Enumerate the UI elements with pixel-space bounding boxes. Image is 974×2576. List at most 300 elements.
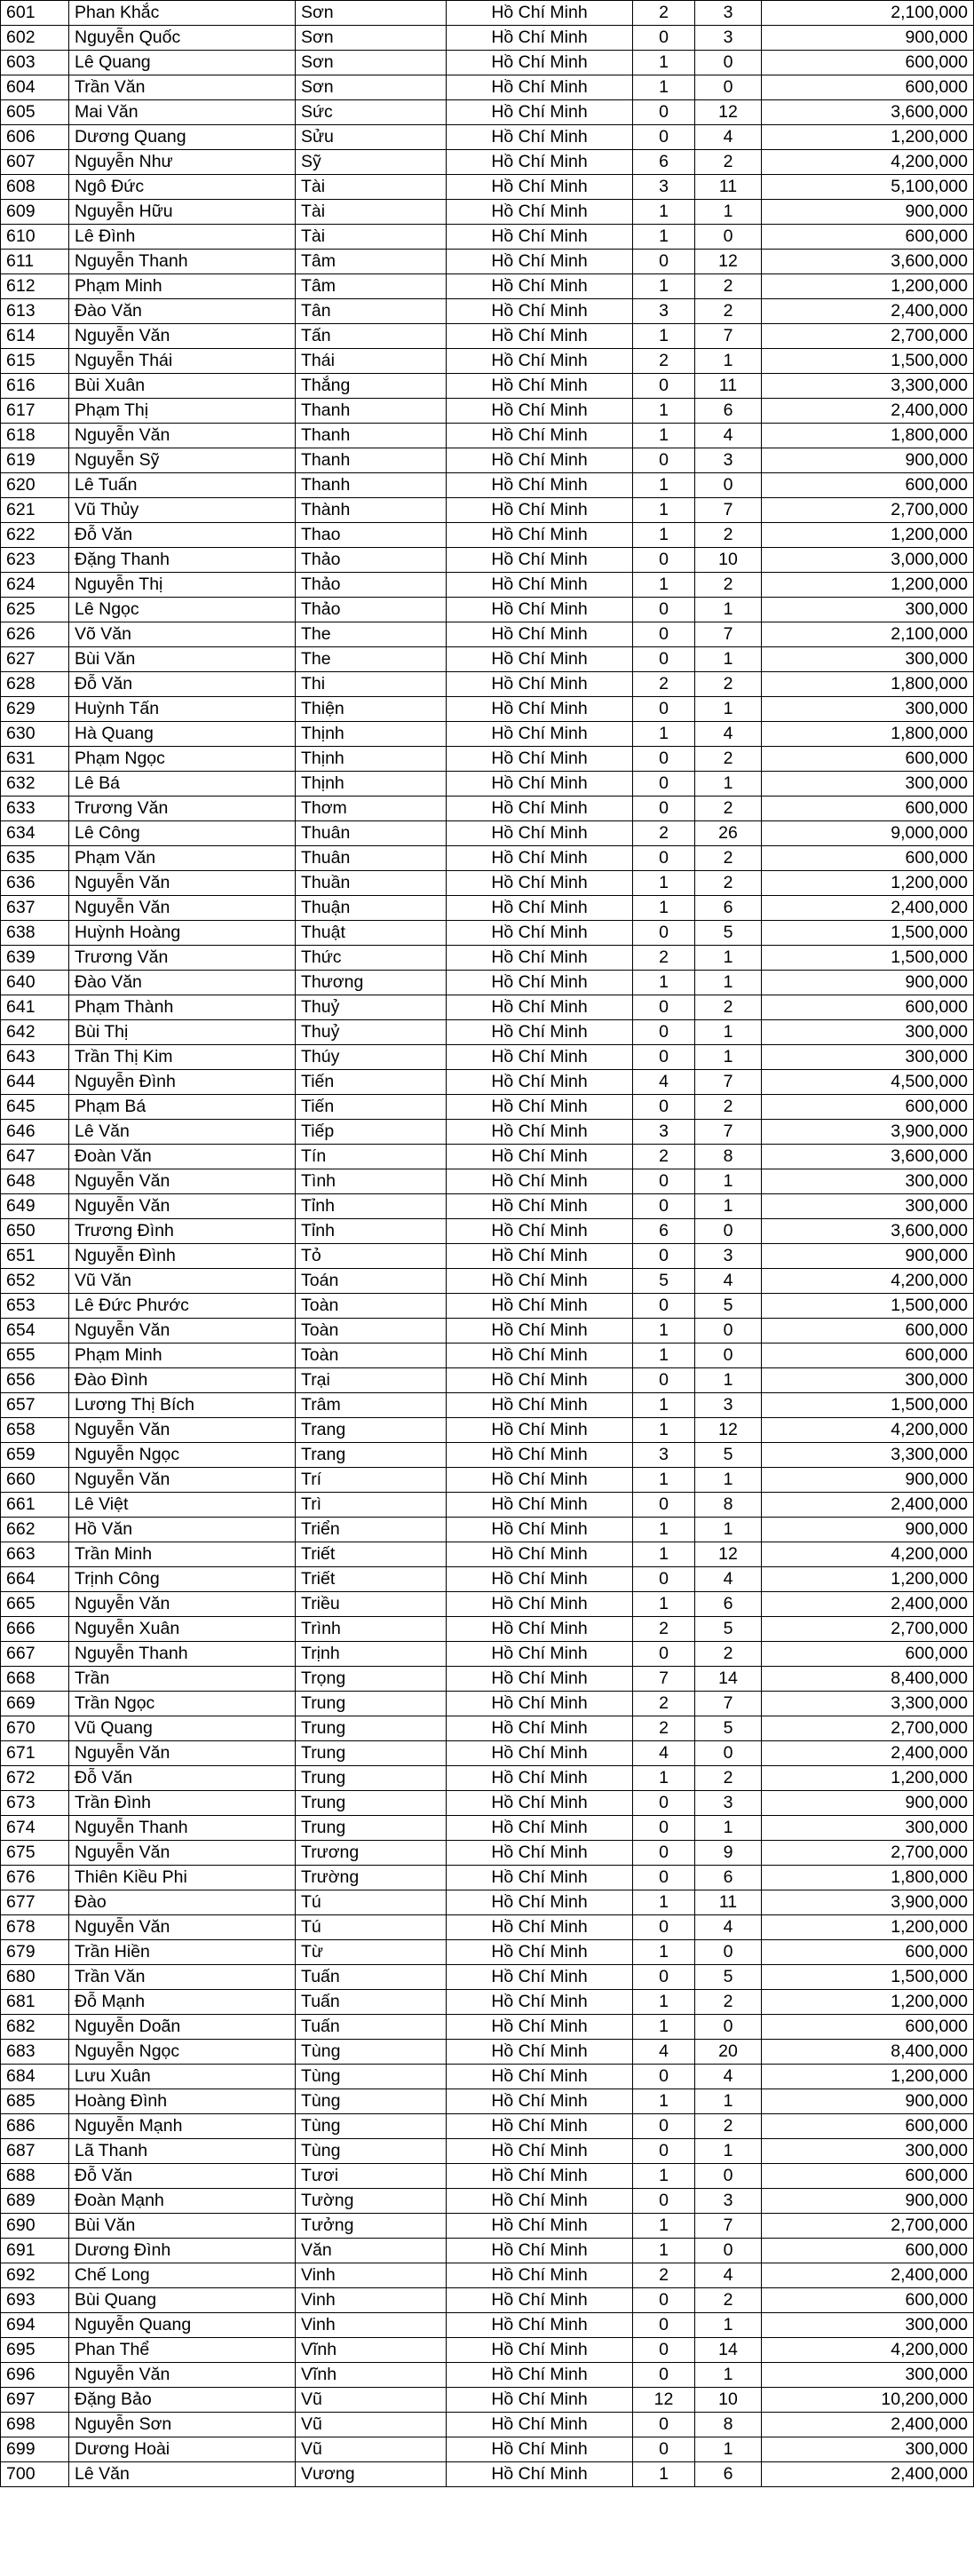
given-name-cell[interactable]: Tiến <box>296 1095 447 1120</box>
amount-cell[interactable]: 900,000 <box>762 1791 974 1816</box>
surname-cell[interactable]: Bùi Xuân <box>69 374 296 399</box>
surname-cell[interactable]: Trần <box>69 1667 296 1692</box>
given-name-cell[interactable]: Thanh <box>296 424 447 448</box>
row-number-cell[interactable]: 629 <box>1 697 69 722</box>
row-number-cell[interactable]: 632 <box>1 772 69 797</box>
surname-cell[interactable]: Nguyễn Văn <box>69 1915 296 1940</box>
city-cell[interactable]: Hồ Chí Minh <box>447 1294 633 1319</box>
count-a-cell[interactable]: 1 <box>633 51 695 75</box>
city-cell[interactable]: Hồ Chí Minh <box>447 871 633 896</box>
city-cell[interactable]: Hồ Chí Minh <box>447 1766 633 1791</box>
count-b-cell[interactable]: 1 <box>695 946 762 971</box>
row-number-cell[interactable]: 672 <box>1 1766 69 1791</box>
row-number-cell[interactable]: 659 <box>1 1443 69 1468</box>
amount-cell[interactable]: 1,500,000 <box>762 1393 974 1418</box>
amount-cell[interactable]: 1,500,000 <box>762 921 974 946</box>
count-a-cell[interactable]: 2 <box>633 1 695 26</box>
count-a-cell[interactable]: 1 <box>633 1468 695 1493</box>
amount-cell[interactable]: 600,000 <box>762 1319 974 1343</box>
given-name-cell[interactable]: Vũ <box>296 2388 447 2413</box>
count-b-cell[interactable]: 1 <box>695 1518 762 1542</box>
given-name-cell[interactable]: Thịnh <box>296 722 447 747</box>
count-a-cell[interactable]: 0 <box>633 697 695 722</box>
given-name-cell[interactable]: Vĩnh <box>296 2363 447 2388</box>
row-number-cell[interactable]: 630 <box>1 722 69 747</box>
amount-cell[interactable]: 1,800,000 <box>762 672 974 697</box>
city-cell[interactable]: Hồ Chí Minh <box>447 2413 633 2437</box>
amount-cell[interactable]: 300,000 <box>762 647 974 672</box>
surname-cell[interactable]: Phan Thể <box>69 2338 296 2363</box>
row-number-cell[interactable]: 647 <box>1 1145 69 1169</box>
amount-cell[interactable]: 600,000 <box>762 51 974 75</box>
amount-cell[interactable]: 300,000 <box>762 1816 974 1841</box>
amount-cell[interactable]: 900,000 <box>762 2089 974 2114</box>
city-cell[interactable]: Hồ Chí Minh <box>447 2338 633 2363</box>
count-a-cell[interactable]: 1 <box>633 1766 695 1791</box>
amount-cell[interactable]: 1,500,000 <box>762 1965 974 1990</box>
count-b-cell[interactable]: 1 <box>695 971 762 995</box>
count-a-cell[interactable]: 1 <box>633 1418 695 1443</box>
row-number-cell[interactable]: 650 <box>1 1219 69 1244</box>
count-b-cell[interactable]: 1 <box>695 647 762 672</box>
amount-cell[interactable]: 3,300,000 <box>762 374 974 399</box>
surname-cell[interactable]: Lê Văn <box>69 2462 296 2487</box>
count-a-cell[interactable]: 0 <box>633 2338 695 2363</box>
row-number-cell[interactable]: 631 <box>1 747 69 772</box>
row-number-cell[interactable]: 606 <box>1 125 69 150</box>
count-b-cell[interactable]: 1 <box>695 1045 762 1070</box>
count-a-cell[interactable]: 1 <box>633 971 695 995</box>
count-a-cell[interactable]: 0 <box>633 2139 695 2164</box>
city-cell[interactable]: Hồ Chí Minh <box>447 1791 633 1816</box>
row-number-cell[interactable]: 684 <box>1 2065 69 2089</box>
count-a-cell[interactable]: 1 <box>633 200 695 225</box>
given-name-cell[interactable]: Thiện <box>296 697 447 722</box>
given-name-cell[interactable]: Trung <box>296 1692 447 1716</box>
surname-cell[interactable]: Đào Văn <box>69 971 296 995</box>
city-cell[interactable]: Hồ Chí Minh <box>447 921 633 946</box>
count-a-cell[interactable]: 2 <box>633 1716 695 1741</box>
count-b-cell[interactable]: 2 <box>695 846 762 871</box>
city-cell[interactable]: Hồ Chí Minh <box>447 1020 633 1045</box>
row-number-cell[interactable]: 614 <box>1 324 69 349</box>
row-number-cell[interactable]: 688 <box>1 2164 69 2189</box>
amount-cell[interactable]: 300,000 <box>762 2313 974 2338</box>
count-a-cell[interactable]: 0 <box>633 1169 695 1194</box>
given-name-cell[interactable]: Tuấn <box>296 2015 447 2040</box>
count-a-cell[interactable]: 0 <box>633 2413 695 2437</box>
amount-cell[interactable]: 600,000 <box>762 747 974 772</box>
amount-cell[interactable]: 900,000 <box>762 26 974 51</box>
row-number-cell[interactable]: 649 <box>1 1194 69 1219</box>
count-b-cell[interactable]: 2 <box>695 797 762 821</box>
surname-cell[interactable]: Đỗ Văn <box>69 1766 296 1791</box>
surname-cell[interactable]: Nguyễn Đình <box>69 1070 296 1095</box>
row-number-cell[interactable]: 636 <box>1 871 69 896</box>
amount-cell[interactable]: 4,200,000 <box>762 1418 974 1443</box>
amount-cell[interactable]: 900,000 <box>762 1244 974 1269</box>
city-cell[interactable]: Hồ Chí Minh <box>447 1418 633 1443</box>
row-number-cell[interactable]: 611 <box>1 250 69 274</box>
row-number-cell[interactable]: 698 <box>1 2413 69 2437</box>
given-name-cell[interactable]: Sỹ <box>296 150 447 175</box>
count-b-cell[interactable]: 5 <box>695 1965 762 1990</box>
given-name-cell[interactable]: Vương <box>296 2462 447 2487</box>
count-a-cell[interactable]: 2 <box>633 1617 695 1642</box>
count-b-cell[interactable]: 1 <box>695 2437 762 2462</box>
given-name-cell[interactable]: Trung <box>296 1766 447 1791</box>
count-b-cell[interactable]: 1 <box>695 1368 762 1393</box>
surname-cell[interactable]: Đoàn Văn <box>69 1145 296 1169</box>
count-b-cell[interactable]: 10 <box>695 2388 762 2413</box>
amount-cell[interactable]: 5,100,000 <box>762 175 974 200</box>
surname-cell[interactable]: Đào Văn <box>69 299 296 324</box>
amount-cell[interactable]: 600,000 <box>762 1343 974 1368</box>
amount-cell[interactable]: 1,200,000 <box>762 1915 974 1940</box>
row-number-cell[interactable]: 641 <box>1 995 69 1020</box>
given-name-cell[interactable]: Thuỷ <box>296 995 447 1020</box>
row-number-cell[interactable]: 621 <box>1 498 69 523</box>
surname-cell[interactable]: Nguyễn Mạnh <box>69 2114 296 2139</box>
count-a-cell[interactable]: 0 <box>633 1294 695 1319</box>
amount-cell[interactable]: 1,200,000 <box>762 1766 974 1791</box>
count-b-cell[interactable]: 7 <box>695 622 762 647</box>
count-a-cell[interactable]: 0 <box>633 2114 695 2139</box>
amount-cell[interactable]: 2,400,000 <box>762 399 974 424</box>
count-b-cell[interactable]: 4 <box>695 2263 762 2288</box>
count-a-cell[interactable]: 0 <box>633 2189 695 2214</box>
given-name-cell[interactable]: Sơn <box>296 26 447 51</box>
surname-cell[interactable]: Bùi Văn <box>69 647 296 672</box>
city-cell[interactable]: Hồ Chí Minh <box>447 473 633 498</box>
count-b-cell[interactable]: 1 <box>695 772 762 797</box>
surname-cell[interactable]: Nguyễn Thái <box>69 349 296 374</box>
row-number-cell[interactable]: 691 <box>1 2239 69 2263</box>
count-a-cell[interactable]: 1 <box>633 498 695 523</box>
given-name-cell[interactable]: Tươi <box>296 2164 447 2189</box>
city-cell[interactable]: Hồ Chí Minh <box>447 846 633 871</box>
count-a-cell[interactable]: 1 <box>633 1518 695 1542</box>
row-number-cell[interactable]: 637 <box>1 896 69 921</box>
row-number-cell[interactable]: 613 <box>1 299 69 324</box>
surname-cell[interactable]: Trương Văn <box>69 946 296 971</box>
row-number-cell[interactable]: 696 <box>1 2363 69 2388</box>
city-cell[interactable]: Hồ Chí Minh <box>447 2437 633 2462</box>
count-a-cell[interactable]: 3 <box>633 1120 695 1145</box>
city-cell[interactable]: Hồ Chí Minh <box>447 1716 633 1741</box>
city-cell[interactable]: Hồ Chí Minh <box>447 2089 633 2114</box>
city-cell[interactable]: Hồ Chí Minh <box>447 747 633 772</box>
amount-cell[interactable]: 300,000 <box>762 1045 974 1070</box>
city-cell[interactable]: Hồ Chí Minh <box>447 2040 633 2065</box>
count-a-cell[interactable]: 0 <box>633 622 695 647</box>
row-number-cell[interactable]: 646 <box>1 1120 69 1145</box>
surname-cell[interactable]: Phạm Minh <box>69 274 296 299</box>
count-a-cell[interactable]: 0 <box>633 1567 695 1592</box>
surname-cell[interactable]: Vũ Quang <box>69 1716 296 1741</box>
city-cell[interactable]: Hồ Chí Minh <box>447 125 633 150</box>
count-a-cell[interactable]: 6 <box>633 150 695 175</box>
amount-cell[interactable]: 3,600,000 <box>762 1145 974 1169</box>
surname-cell[interactable]: Đỗ Mạnh <box>69 1990 296 2015</box>
row-number-cell[interactable]: 679 <box>1 1940 69 1965</box>
count-b-cell[interactable]: 0 <box>695 1741 762 1766</box>
surname-cell[interactable]: Dương Hoài <box>69 2437 296 2462</box>
count-b-cell[interactable]: 1 <box>695 349 762 374</box>
count-b-cell[interactable]: 2 <box>695 299 762 324</box>
city-cell[interactable]: Hồ Chí Minh <box>447 2263 633 2288</box>
count-b-cell[interactable]: 1 <box>695 598 762 622</box>
count-a-cell[interactable]: 1 <box>633 1890 695 1915</box>
given-name-cell[interactable]: Tú <box>296 1915 447 1940</box>
surname-cell[interactable]: Nguyễn Thanh <box>69 1816 296 1841</box>
surname-cell[interactable]: Vũ Văn <box>69 1269 296 1294</box>
amount-cell[interactable]: 300,000 <box>762 2363 974 2388</box>
count-a-cell[interactable]: 2 <box>633 672 695 697</box>
given-name-cell[interactable]: Thi <box>296 672 447 697</box>
row-number-cell[interactable]: 676 <box>1 1866 69 1890</box>
surname-cell[interactable]: Nguyễn Xuân <box>69 1617 296 1642</box>
city-cell[interactable]: Hồ Chí Minh <box>447 1990 633 2015</box>
row-number-cell[interactable]: 610 <box>1 225 69 250</box>
count-b-cell[interactable]: 14 <box>695 1667 762 1692</box>
count-b-cell[interactable]: 2 <box>695 1642 762 1667</box>
given-name-cell[interactable]: Trì <box>296 1493 447 1518</box>
row-number-cell[interactable]: 604 <box>1 75 69 100</box>
count-a-cell[interactable]: 0 <box>633 1841 695 1866</box>
surname-cell[interactable]: Lã Thanh <box>69 2139 296 2164</box>
city-cell[interactable]: Hồ Chí Minh <box>447 1443 633 1468</box>
city-cell[interactable]: Hồ Chí Minh <box>447 1 633 26</box>
count-a-cell[interactable]: 1 <box>633 1542 695 1567</box>
count-a-cell[interactable]: 4 <box>633 1070 695 1095</box>
row-number-cell[interactable]: 609 <box>1 200 69 225</box>
count-b-cell[interactable]: 1 <box>695 2363 762 2388</box>
given-name-cell[interactable]: Sơn <box>296 75 447 100</box>
count-b-cell[interactable]: 5 <box>695 1443 762 1468</box>
given-name-cell[interactable]: Trại <box>296 1368 447 1393</box>
row-number-cell[interactable]: 635 <box>1 846 69 871</box>
city-cell[interactable]: Hồ Chí Minh <box>447 1741 633 1766</box>
given-name-cell[interactable]: Tài <box>296 225 447 250</box>
row-number-cell[interactable]: 680 <box>1 1965 69 1990</box>
given-name-cell[interactable]: Thuật <box>296 921 447 946</box>
city-cell[interactable]: Hồ Chí Minh <box>447 399 633 424</box>
count-a-cell[interactable]: 0 <box>633 2313 695 2338</box>
row-number-cell[interactable]: 662 <box>1 1518 69 1542</box>
amount-cell[interactable]: 10,200,000 <box>762 2388 974 2413</box>
amount-cell[interactable]: 2,700,000 <box>762 1841 974 1866</box>
surname-cell[interactable]: Nguyễn Văn <box>69 1418 296 1443</box>
row-number-cell[interactable]: 603 <box>1 51 69 75</box>
count-a-cell[interactable]: 1 <box>633 2239 695 2263</box>
count-b-cell[interactable]: 12 <box>695 1542 762 1567</box>
count-b-cell[interactable]: 3 <box>695 1 762 26</box>
amount-cell[interactable]: 900,000 <box>762 1468 974 1493</box>
city-cell[interactable]: Hồ Chí Minh <box>447 1468 633 1493</box>
city-cell[interactable]: Hồ Chí Minh <box>447 797 633 821</box>
row-number-cell[interactable]: 663 <box>1 1542 69 1567</box>
city-cell[interactable]: Hồ Chí Minh <box>447 1890 633 1915</box>
surname-cell[interactable]: Nguyễn Doãn <box>69 2015 296 2040</box>
given-name-cell[interactable]: Thúy <box>296 1045 447 1070</box>
amount-cell[interactable]: 1,200,000 <box>762 871 974 896</box>
count-b-cell[interactable]: 11 <box>695 1890 762 1915</box>
amount-cell[interactable]: 4,500,000 <box>762 1070 974 1095</box>
amount-cell[interactable]: 900,000 <box>762 971 974 995</box>
row-number-cell[interactable]: 627 <box>1 647 69 672</box>
surname-cell[interactable]: Trần Văn <box>69 75 296 100</box>
count-b-cell[interactable]: 3 <box>695 2189 762 2214</box>
given-name-cell[interactable]: Vũ <box>296 2413 447 2437</box>
count-a-cell[interactable]: 0 <box>633 1244 695 1269</box>
count-a-cell[interactable]: 1 <box>633 2015 695 2040</box>
count-b-cell[interactable]: 2 <box>695 672 762 697</box>
count-b-cell[interactable]: 5 <box>695 1617 762 1642</box>
given-name-cell[interactable]: Vinh <box>296 2263 447 2288</box>
row-number-cell[interactable]: 605 <box>1 100 69 125</box>
surname-cell[interactable]: Mai Văn <box>69 100 296 125</box>
row-number-cell[interactable]: 658 <box>1 1418 69 1443</box>
count-a-cell[interactable]: 2 <box>633 821 695 846</box>
count-a-cell[interactable]: 12 <box>633 2388 695 2413</box>
amount-cell[interactable]: 4,200,000 <box>762 2338 974 2363</box>
row-number-cell[interactable]: 683 <box>1 2040 69 2065</box>
amount-cell[interactable]: 2,700,000 <box>762 2214 974 2239</box>
count-b-cell[interactable]: 2 <box>695 573 762 598</box>
row-number-cell[interactable]: 619 <box>1 448 69 473</box>
amount-cell[interactable]: 900,000 <box>762 200 974 225</box>
row-number-cell[interactable]: 693 <box>1 2288 69 2313</box>
count-b-cell[interactable]: 11 <box>695 175 762 200</box>
count-b-cell[interactable]: 5 <box>695 1716 762 1741</box>
count-b-cell[interactable]: 0 <box>695 2164 762 2189</box>
city-cell[interactable]: Hồ Chí Minh <box>447 2388 633 2413</box>
count-b-cell[interactable]: 7 <box>695 1120 762 1145</box>
count-b-cell[interactable]: 1 <box>695 1468 762 1493</box>
surname-cell[interactable]: Phan Khắc <box>69 1 296 26</box>
surname-cell[interactable]: Nguyễn Hữu <box>69 200 296 225</box>
count-b-cell[interactable]: 11 <box>695 374 762 399</box>
surname-cell[interactable]: Nguyễn Quốc <box>69 26 296 51</box>
row-number-cell[interactable]: 677 <box>1 1890 69 1915</box>
given-name-cell[interactable]: Tình <box>296 1169 447 1194</box>
surname-cell[interactable]: Đỗ Văn <box>69 523 296 548</box>
count-a-cell[interactable]: 0 <box>633 374 695 399</box>
row-number-cell[interactable]: 700 <box>1 2462 69 2487</box>
city-cell[interactable]: Hồ Chí Minh <box>447 2288 633 2313</box>
row-number-cell[interactable]: 612 <box>1 274 69 299</box>
surname-cell[interactable]: Bùi Quang <box>69 2288 296 2313</box>
count-a-cell[interactable]: 1 <box>633 1319 695 1343</box>
city-cell[interactable]: Hồ Chí Minh <box>447 1642 633 1667</box>
given-name-cell[interactable]: Toàn <box>296 1294 447 1319</box>
row-number-cell[interactable]: 661 <box>1 1493 69 1518</box>
amount-cell[interactable]: 300,000 <box>762 1194 974 1219</box>
city-cell[interactable]: Hồ Chí Minh <box>447 1493 633 1518</box>
given-name-cell[interactable]: Trung <box>296 1816 447 1841</box>
amount-cell[interactable]: 1,200,000 <box>762 274 974 299</box>
city-cell[interactable]: Hồ Chí Minh <box>447 1866 633 1890</box>
given-name-cell[interactable]: Tiếp <box>296 1120 447 1145</box>
amount-cell[interactable]: 4,200,000 <box>762 1542 974 1567</box>
count-a-cell[interactable]: 5 <box>633 1269 695 1294</box>
count-b-cell[interactable]: 1 <box>695 2139 762 2164</box>
given-name-cell[interactable]: Thảo <box>296 548 447 573</box>
count-b-cell[interactable]: 0 <box>695 1219 762 1244</box>
amount-cell[interactable]: 3,300,000 <box>762 1692 974 1716</box>
count-a-cell[interactable]: 6 <box>633 1219 695 1244</box>
amount-cell[interactable]: 900,000 <box>762 1518 974 1542</box>
amount-cell[interactable]: 1,500,000 <box>762 349 974 374</box>
count-b-cell[interactable]: 3 <box>695 448 762 473</box>
count-a-cell[interactable]: 1 <box>633 1393 695 1418</box>
given-name-cell[interactable]: Trung <box>296 1791 447 1816</box>
city-cell[interactable]: Hồ Chí Minh <box>447 26 633 51</box>
count-b-cell[interactable]: 2 <box>695 150 762 175</box>
count-b-cell[interactable]: 0 <box>695 51 762 75</box>
count-b-cell[interactable]: 7 <box>695 2214 762 2239</box>
amount-cell[interactable]: 300,000 <box>762 2139 974 2164</box>
city-cell[interactable]: Hồ Chí Minh <box>447 2164 633 2189</box>
row-number-cell[interactable]: 682 <box>1 2015 69 2040</box>
count-a-cell[interactable]: 0 <box>633 1095 695 1120</box>
row-number-cell[interactable]: 633 <box>1 797 69 821</box>
surname-cell[interactable]: Nguyễn Văn <box>69 1194 296 1219</box>
amount-cell[interactable]: 2,700,000 <box>762 324 974 349</box>
given-name-cell[interactable]: Vũ <box>296 2437 447 2462</box>
amount-cell[interactable]: 600,000 <box>762 2288 974 2313</box>
row-number-cell[interactable]: 689 <box>1 2189 69 2214</box>
amount-cell[interactable]: 1,200,000 <box>762 523 974 548</box>
surname-cell[interactable]: Nguyễn Ngọc <box>69 1443 296 1468</box>
count-a-cell[interactable]: 1 <box>633 2164 695 2189</box>
row-number-cell[interactable]: 664 <box>1 1567 69 1592</box>
city-cell[interactable]: Hồ Chí Minh <box>447 100 633 125</box>
surname-cell[interactable]: Lưu Xuân <box>69 2065 296 2089</box>
surname-cell[interactable]: Nguyễn Văn <box>69 424 296 448</box>
count-a-cell[interactable]: 0 <box>633 747 695 772</box>
amount-cell[interactable]: 2,400,000 <box>762 2263 974 2288</box>
row-number-cell[interactable]: 644 <box>1 1070 69 1095</box>
count-b-cell[interactable]: 4 <box>695 424 762 448</box>
given-name-cell[interactable]: Triết <box>296 1567 447 1592</box>
count-a-cell[interactable]: 0 <box>633 1368 695 1393</box>
count-a-cell[interactable]: 1 <box>633 324 695 349</box>
count-b-cell[interactable]: 1 <box>695 2089 762 2114</box>
count-b-cell[interactable]: 12 <box>695 1418 762 1443</box>
city-cell[interactable]: Hồ Chí Minh <box>447 2189 633 2214</box>
surname-cell[interactable]: Nguyễn Đình <box>69 1244 296 1269</box>
count-b-cell[interactable]: 4 <box>695 1269 762 1294</box>
given-name-cell[interactable]: Sơn <box>296 51 447 75</box>
amount-cell[interactable]: 600,000 <box>762 1940 974 1965</box>
city-cell[interactable]: Hồ Chí Minh <box>447 772 633 797</box>
count-a-cell[interactable]: 3 <box>633 1443 695 1468</box>
row-number-cell[interactable]: 651 <box>1 1244 69 1269</box>
amount-cell[interactable]: 2,400,000 <box>762 1592 974 1617</box>
row-number-cell[interactable]: 695 <box>1 2338 69 2363</box>
amount-cell[interactable]: 8,400,000 <box>762 1667 974 1692</box>
surname-cell[interactable]: Hồ Văn <box>69 1518 296 1542</box>
given-name-cell[interactable]: Trương <box>296 1841 447 1866</box>
given-name-cell[interactable]: Triết <box>296 1542 447 1567</box>
row-number-cell[interactable]: 617 <box>1 399 69 424</box>
city-cell[interactable]: Hồ Chí Minh <box>447 647 633 672</box>
amount-cell[interactable]: 300,000 <box>762 1169 974 1194</box>
amount-cell[interactable]: 600,000 <box>762 1095 974 1120</box>
count-a-cell[interactable]: 0 <box>633 125 695 150</box>
